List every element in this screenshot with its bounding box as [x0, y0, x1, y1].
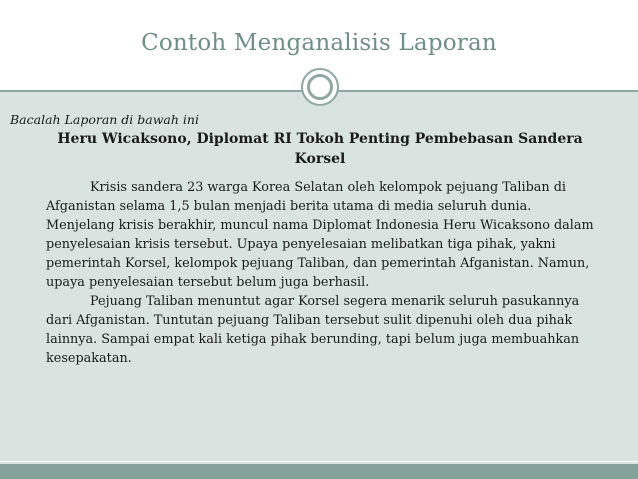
slide-title: Contoh Menganalisis Laporan: [141, 30, 497, 56]
circle-ornament-inner: [307, 74, 333, 100]
intro-text: Bacalah Laporan di bawah ini: [10, 112, 199, 127]
circle-ornament-icon: [301, 68, 339, 106]
report-body: [46, 178, 598, 368]
report-paragraph: Krisis sandera 23 warga Korea Selatan oleh kelompok pejuang Taliban di Afganistan selama 1,5 bulan menjadi berita utama di media seluruh dunia. Menjelang krisis berakhir, muncul nama Diplomat Indonesia Heru Wicaksono dalam penyelesaian krisis tersebut. Upaya penyelesaian melibatkan tiga pihak, yakni pemerintah Korsel, kelompok pejuang Taliban, dan pemerintah Afganistan. Namun, upaya penyelesaian tersebut belum juga berhasil.: [46, 180, 594, 290]
footer-band: [0, 464, 638, 479]
footer-separator: [0, 461, 638, 462]
report-headline: Heru Wicaksono, Diplomat RI Tokoh Penting Pembebasan Sandera Korsel: [57, 131, 583, 167]
report-paragraph: Pejuang Taliban menuntut agar Korsel segera menarik seluruh pasukannya dari Afganistan. Tuntutan pejuang Taliban tersebut sulit dipenuhi oleh dua pihak lainnya. Sampai empat kali ketiga pihak berunding, tapi belum juga membuahkan kesepakatan.: [46, 294, 580, 366]
